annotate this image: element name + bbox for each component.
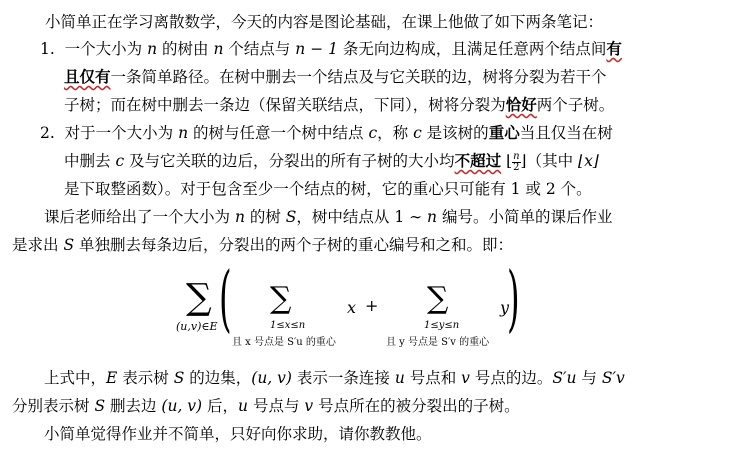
left-paren: ( bbox=[219, 256, 232, 340]
math-c: c bbox=[413, 124, 422, 142]
note2-text: 中删去 bbox=[64, 152, 116, 170]
para2-text: 后， bbox=[202, 397, 239, 415]
para1-text: 编号。小简单的课后作业 bbox=[437, 208, 613, 226]
math-S-prime-u: S′u bbox=[552, 369, 577, 387]
fraction-numerator: n bbox=[513, 150, 520, 162]
note2-text: 对于一个大小为 bbox=[64, 124, 179, 142]
para2-text: 分别表示树 bbox=[12, 397, 95, 415]
floor-open: ⌊ bbox=[501, 152, 513, 170]
para1-text: 是求出 bbox=[12, 236, 64, 254]
inner-sum2-range: 1≤y≤n bbox=[424, 320, 460, 331]
fraction-denominator: 2 bbox=[513, 161, 520, 173]
note1-text: 条无向边构成，且满足任意两个结点间 bbox=[337, 40, 607, 58]
plus-sign: + bbox=[365, 296, 379, 315]
note1-text: 子树；而在树中删去一条边（保留关联结点，下同），树将分裂为 bbox=[64, 96, 506, 114]
para2-text: 上式中， bbox=[44, 369, 107, 387]
note2-line3 bbox=[64, 179, 592, 199]
math-c: c bbox=[368, 124, 378, 142]
para2-text: 与 bbox=[576, 369, 602, 387]
var-y: y bbox=[500, 298, 510, 317]
emphasis-you: 有 bbox=[606, 39, 622, 58]
inner-sum1-range: 1≤x≤n bbox=[270, 320, 306, 331]
note2-line2 bbox=[64, 151, 599, 173]
note2-text: 是该树的 bbox=[421, 124, 489, 142]
note2-text: ，称 bbox=[377, 124, 414, 142]
note2-text: 的树与任意一个树中结点 bbox=[188, 124, 369, 142]
para2-text: 号点所在的被分裂出的子树。 bbox=[313, 397, 520, 415]
emphasis-buchaoguo: 不超过 bbox=[454, 151, 502, 170]
para2-line2 bbox=[12, 396, 520, 416]
emphasis-zhongxin: 重心 bbox=[488, 123, 520, 142]
intro-line bbox=[45, 12, 603, 32]
inner-sum2-condition: 且 y 号点是 S′v 的重心 bbox=[386, 337, 490, 348]
para2-line1 bbox=[44, 368, 625, 388]
math-n: n bbox=[427, 208, 438, 226]
math-S-prime-v: S′v bbox=[601, 369, 625, 387]
math-n-minus-1: n − 1 bbox=[295, 40, 338, 58]
math-u: u bbox=[238, 397, 249, 415]
para1-text: ，树中结点从 1 ∼ bbox=[296, 208, 428, 226]
math-edge-uv: (u, v) bbox=[251, 369, 292, 387]
math-n: n bbox=[147, 40, 158, 58]
math-c: c bbox=[115, 152, 125, 170]
fraction-n-over-2 bbox=[512, 152, 520, 173]
math-S: S bbox=[63, 236, 75, 254]
note2-line1 bbox=[40, 123, 613, 143]
para1-text: 课后老师给出了一个大小为 bbox=[44, 208, 235, 226]
note1-line2 bbox=[64, 67, 607, 87]
note1-text: 一个大小为 bbox=[64, 40, 148, 58]
note2-text: 及与它关联的边后，分裂出的所有子树的大小均 bbox=[124, 152, 455, 170]
emphasis-qiahao: 恰好 bbox=[505, 95, 537, 114]
math-v: v bbox=[461, 369, 470, 387]
note1-text: 的树由 bbox=[157, 40, 214, 58]
note1-text: 个结点与 bbox=[223, 40, 296, 58]
inner-sum2-sigma: ∑ bbox=[427, 281, 449, 316]
note1-line1 bbox=[40, 39, 622, 59]
outer-sum-subscript: (u,v)∈E bbox=[176, 320, 218, 333]
para1-line2 bbox=[12, 235, 513, 255]
math-S: S bbox=[94, 397, 106, 415]
closing-text: 小简单觉得作业并不简单，只好向你求助，请你教教他。 bbox=[44, 425, 432, 443]
emphasis-qieyou: 且仅有 bbox=[64, 67, 111, 86]
math-edge-uv: (u, v) bbox=[161, 397, 203, 415]
math-u: u bbox=[394, 369, 405, 387]
para2-text: 号点的边。 bbox=[469, 369, 553, 387]
para1-line1 bbox=[44, 207, 612, 227]
note1-number: 1. bbox=[40, 40, 55, 58]
math-S: S bbox=[173, 369, 185, 387]
note2-text: 当且仅当在树 bbox=[519, 124, 613, 142]
var-x: x bbox=[347, 298, 357, 317]
outer-sum-sigma: ∑ bbox=[186, 277, 212, 318]
para1-text: 单独删去每条边后，分裂出的两个子树的重心编号和之和。即： bbox=[74, 236, 513, 254]
intro-text: 小简单正在学习离散数学，今天的内容是图论基础，在课上他做了如下两条笔记： bbox=[45, 13, 604, 31]
floor-close: ⌋ bbox=[520, 152, 527, 170]
para2-text: 号点和 bbox=[404, 369, 462, 387]
para2-text: 表示树 bbox=[117, 369, 174, 387]
note2-text: （其中 bbox=[526, 152, 579, 170]
para2-text: 号点与 bbox=[248, 397, 305, 415]
math-v: v bbox=[304, 397, 314, 415]
math-floor-x: ⌊x⌋ bbox=[578, 152, 599, 170]
para2-text: 的边集， bbox=[184, 369, 252, 387]
math-n: n bbox=[234, 208, 245, 226]
note1-text: 一条简单路径。在树中删去一个结点及与它关联的边，树将分裂为若干个 bbox=[110, 68, 607, 86]
note2-number: 2. bbox=[40, 124, 55, 142]
para2-text: 表示一条连接 bbox=[291, 369, 395, 387]
note1-line3 bbox=[64, 95, 614, 115]
para1-text: 的树 bbox=[244, 208, 286, 226]
math-n: n bbox=[178, 124, 189, 142]
inner-sum1-condition: 且 x 号点是 S′u 的重心 bbox=[232, 337, 336, 348]
para2-text: 删去边 bbox=[105, 397, 162, 415]
right-paren: ) bbox=[507, 256, 520, 340]
math-S: S bbox=[285, 208, 297, 226]
note2-text: 是下取整函数）。对于包含至少一个结点的树，它的重心只可能有 1 或 2 个。 bbox=[64, 180, 592, 198]
inner-sum1-sigma: ∑ bbox=[270, 281, 292, 316]
math-n: n bbox=[213, 40, 224, 58]
note1-text: 两个子树。 bbox=[536, 96, 615, 114]
closing-line bbox=[44, 424, 432, 444]
math-E: E bbox=[106, 369, 118, 387]
